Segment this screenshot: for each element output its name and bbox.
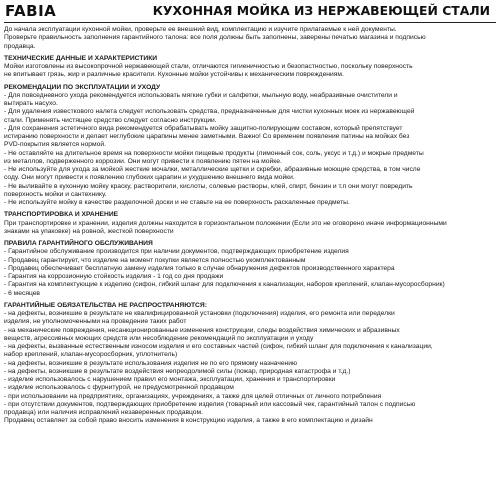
section-line: вытирать насухо. bbox=[4, 100, 58, 107]
section-line: - изделие использовалось с нарушением правил его монтажа, эксплуатации, хранения и транспортировки bbox=[4, 376, 336, 383]
section-line: - на дефекты, возникшие в результате не квалифицированной установки (подключения) изделия, его ремонта или переделки bbox=[4, 310, 395, 317]
section-warranty-exclusions bbox=[4, 302, 497, 426]
header-divider bbox=[4, 22, 496, 23]
section-warranty-rules bbox=[4, 240, 497, 298]
section-transport bbox=[4, 211, 497, 236]
section-heading: ТЕХНИЧЕСКИЕ ДАННЫЕ И ХАРАКТЕРИСТИКИ bbox=[4, 54, 158, 62]
section-line: стали. Применять чистящее средство следует согласно инструкции. bbox=[4, 116, 217, 124]
document-header bbox=[0, 0, 500, 22]
intro-section bbox=[4, 26, 497, 51]
document-title: КУХОННАЯ МОЙКА ИЗ НЕРЖАВЕЮЩЕЙ СТАЛИ bbox=[152, 3, 490, 18]
section-line: - на дефекты, возникшие в результате использования изделия не по его прямому назначению bbox=[4, 359, 297, 367]
section-line: - при использовании на предприятиях, организациях, учреждениях, а также для целей отличных от личного потребления bbox=[4, 392, 382, 400]
section-line: - Не оставляйте на длительное время на поверхности мойки пищевые продукты (лимонный сок, соль, уксус и т.д.) и мокрые предметы bbox=[4, 149, 424, 157]
section-line: При транспортировке и хранении, изделия должны находится в горизонтальном положении (Если это не оговорено иначе информационными bbox=[4, 219, 447, 227]
section-line: - Гарантийное обслуживание производится при наличии документов, подтверждающих приобретение изделия bbox=[4, 248, 349, 256]
section-specs bbox=[4, 55, 497, 80]
section-line: - Для сохранения эстетичного вида рекомендуется обрабатывать мойку защитно-полирующим составом, который препятствует bbox=[4, 124, 403, 132]
section-line: - изделие использовалось с фурнитурой, не предусмотренной продавцом bbox=[4, 384, 234, 392]
section-line: изделия, не уполномоченными на проведение таких работ bbox=[4, 318, 187, 326]
section-line: продавца) или наличия исправлений незаверенных продавцом. bbox=[4, 409, 203, 416]
section-line: Продавец оставляет за собой право вносить изменения в конструкцию изделия, а также в его комплектацию и дизайн bbox=[4, 417, 373, 425]
section-heading: ГАРАНТИЙНЫЕ ОБЯЗАТЕЛЬСТВА НЕ РАСПРОСТРАНЯЮТСЯ: bbox=[4, 301, 207, 309]
section-heading: РЕКОМЕНДАЦИИ ПО ЭКСПЛУАТАЦИИ И УХОДУ bbox=[4, 83, 161, 91]
section-line: - на механические повреждения, несанкционированные изменения конструкции, следы воздействия химических и абразивных bbox=[4, 326, 400, 334]
brand-logo: FABIA bbox=[5, 2, 57, 20]
section-line: - 6 месяцев bbox=[4, 289, 40, 297]
intro-line: продавца. bbox=[4, 42, 36, 50]
section-line: - на дефекты, возникшие в результате воздействия непреодолимой силы (пожар, природная катастрофа и т.д.) bbox=[4, 367, 351, 375]
section-care bbox=[4, 84, 497, 208]
section-line: - Для удаления известкового налета следует использовать средства, предназначенные для чистки кухонных моек из нержавеющей bbox=[4, 108, 415, 116]
section-line: знаками на упаковке) на ровной, жесткой поверхности bbox=[4, 227, 174, 235]
section-line: - Продавец гарантирует, что изделие на момент покупки является полностью укомплектованным bbox=[4, 256, 306, 264]
intro-line: Проверьте правильность заполнения гарантийного талона: все поля должны быть заполнены, заверены печатью магазина и подписью bbox=[4, 34, 426, 42]
section-line: - Для повседневного ухода рекомендуется использовать мягкие губки и салфетки, мыльную воду, неабразивные очистители и bbox=[4, 91, 398, 99]
section-line: - Гарантия на комплектующие к изделию (сифон, гибкий шланг для подключения к канализации, наборов креплений, клапан-мусоросборник) bbox=[4, 281, 445, 289]
section-line: не впитывает грязь, жир и различные красители. Кухонные мойки устойчивы к механическим повреждениям. bbox=[4, 71, 344, 79]
section-line: веществ, агрессивных моющих средств или несоблюдение рекомендаций по эксплуатации и уходу bbox=[4, 334, 314, 342]
section-line: PVD-покрытия является нормой. bbox=[4, 141, 106, 149]
section-line: - Не используйте мойку в качестве разделочной доски и не ставьте на ее поверхность раскаленные предметы. bbox=[4, 199, 350, 206]
section-line: набор креплений, клапан-мусоросборник, уплотнитель) bbox=[4, 351, 178, 359]
intro-line: До начала эксплуатации кухонной мойки, проверьте ее внешний вид, комплектацию и изучите прилагаемые к ней документы. bbox=[4, 26, 397, 33]
section-heading: ТРАНСПОРТИРОВКА И ХРАНЕНИЕ bbox=[4, 211, 119, 219]
section-line: поверхность мойки и сантехнику. bbox=[4, 190, 107, 198]
section-line: истиранию поверхности и делает неглубокие царапины менее заметными. Важно! Со временем появление патины на мойках без bbox=[4, 133, 410, 140]
section-line: - Продавец обеспечивает бесплатную замену изделия только в случае обнаружения дефектов производственного характера bbox=[4, 264, 395, 272]
section-line: из металлов, подверженного коррозии. Они могут привести к появлению пятен на мойке. bbox=[4, 157, 282, 165]
section-line: - на дефекты, вызванные естественным износом изделия и его составных частей (сифон, гибкий шланг для подключения к канализации, bbox=[4, 343, 433, 350]
section-heading: ПРАВИЛА ГАРАНТИЙНОГО ОБСЛУЖИВАНИЯ bbox=[4, 240, 153, 247]
section-line: соду. Они могут привести к появлению глубоких царапин и ухудшению внешнего вида мойки. bbox=[4, 174, 295, 182]
section-line: - Не используйте для ухода за мойкой жесткие мочалки, металлические щетки и скребки, абразивные моющие средства, в том числе bbox=[4, 166, 421, 173]
document-body bbox=[4, 26, 497, 426]
section-line: - Гарантия на коррозионную стойкость изделия - 1 год со дня продажи bbox=[4, 273, 224, 280]
section-line: - при отсутствии документов, подтверждающих приобретение изделия (товарный или кассовый чек, гарантийный талон с подписью bbox=[4, 400, 416, 408]
section-line: - Не выливайте в кухонную мойку краску, растворители, кислоты, солевые растворы, клей, спирт, бензин и т.п они могут повредить bbox=[4, 182, 413, 190]
section-line: Мойки изготовлены из высокопрочной нержавеющей стали, отличаются гигиеничностью и безопастностью, поскольку поверхность bbox=[4, 63, 413, 70]
